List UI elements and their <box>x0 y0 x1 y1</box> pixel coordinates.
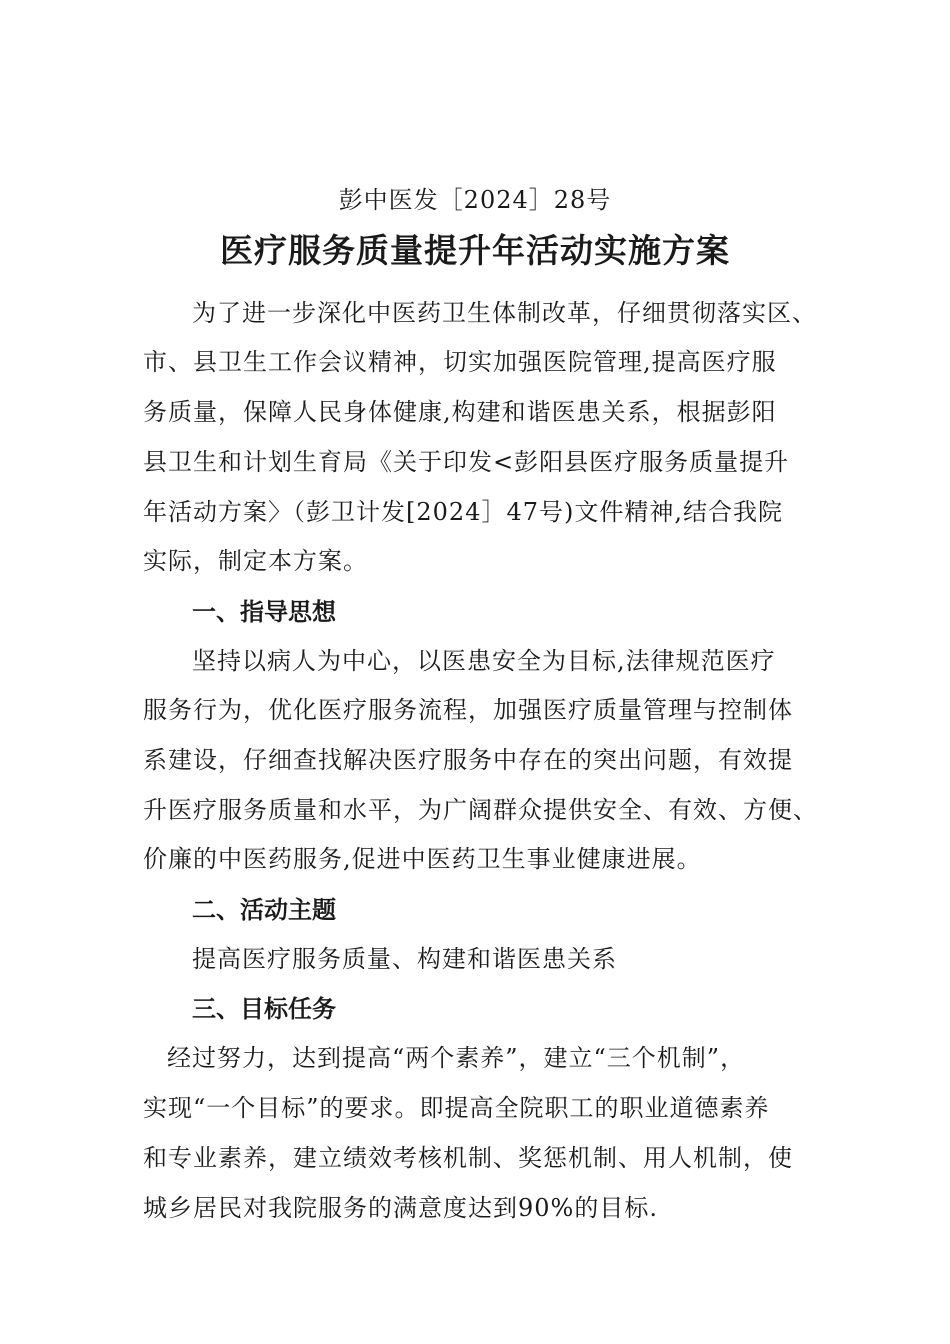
section1-line: 升医疗服务质量和水平，为广阔群众提供安全、有效、方便、 <box>143 796 818 824</box>
section1-line: 服务行为，优化医疗服务流程，加强医疗质量管理与控制体 <box>143 696 793 724</box>
section3-line: 实现“一个目标”的要求。即提高全院职工的职业道德素养 <box>143 1094 770 1122</box>
intro-line: 县卫生和计划生育局《关于印发<彭阳县医疗服务质量提升 <box>143 448 790 476</box>
section1-line: 坚持以病人为中心，以医患安全为目标,法律规范医疗 <box>192 647 776 675</box>
intro-line: 为了进一步深化中医药卫生体制改革，仔细贯彻落实区、 <box>192 299 817 327</box>
document-number: 彭中医发［2024］28号 <box>338 186 612 214</box>
intro-line: 市、县卫生工作会议精神，切实加强医院管理,提高医疗服 <box>143 348 777 376</box>
section2-line: 提高医疗服务质量、构建和谐医患关系 <box>192 945 617 973</box>
section1-line: 价廉的中医药服务,促进中医药卫生事业健康进展。 <box>143 845 702 873</box>
intro-line: 务质量，保障人民身体健康,构建和谐医患关系，根据彭阳 <box>143 398 777 426</box>
section1-line: 系建设，仔细查找解决医疗服务中存在的突出问题，有效提 <box>143 746 793 774</box>
intro-line: 年活动方案〉（彭卫计发[2024］47号)文件精神,结合我院 <box>143 498 783 526</box>
section-heading-guiding-ideology: 一、指导思想 <box>192 598 336 626</box>
section3-line: 和专业素养，建立绩效考核机制、奖惩机制、用人机制，使 <box>143 1144 793 1172</box>
document-title: 医疗服务质量提升年活动实施方案 <box>220 231 730 270</box>
section3-line: 经过努力，达到提高“两个素养”，建立“三个机制”， <box>167 1044 746 1072</box>
section-heading-goals-tasks: 三、目标任务 <box>192 995 336 1023</box>
section-heading-activity-theme: 二、活动主题 <box>192 896 336 924</box>
section3-line: 城乡居民对我院服务的满意度达到90%的目标. <box>143 1194 658 1222</box>
intro-line: 实际，制定本方案。 <box>143 547 368 575</box>
